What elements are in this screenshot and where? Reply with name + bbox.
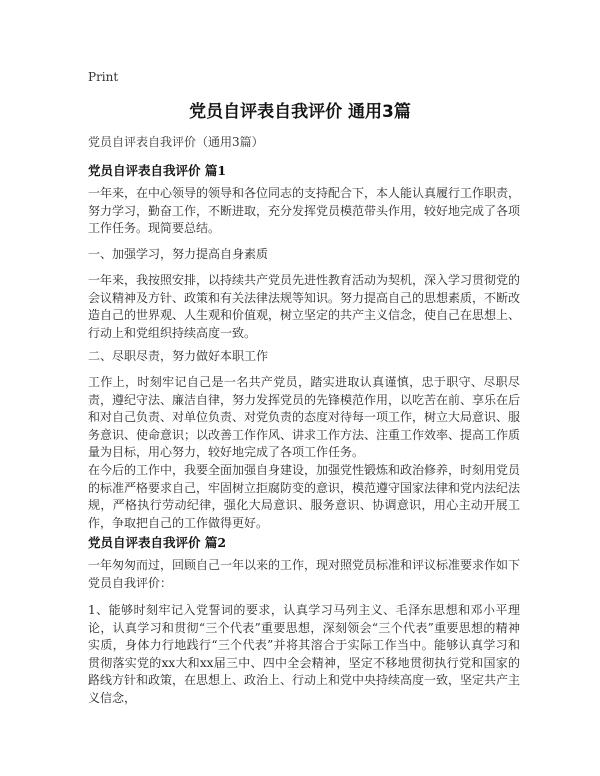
article1-section1-title: 一、加强学习，努力提高自身素质 <box>88 247 269 261</box>
article1-closing: 在今后的工作中，我要全面加强自身建设，加强党性锻炼和政治修养，时刻用党员的标准严格要求自己，牢固树立拒腐防变的意识，模范遵守国家法律和党内法纪法规，严格执行劳动纪律，强化大局意识、服务意识、协调意识，用心主动开展工作，争取把自己的工作做得更好。 <box>88 463 521 530</box>
document-title: 党员自评表自我评价 通用3篇 <box>189 102 411 122</box>
article2-intro: 一年匆匆而过，回顾自己一年以来的工作，现对照党员标准和评议标准要求作如下党员自我评价： <box>88 558 521 590</box>
article1-section1-text: 一年来，我按照安排，以持续共产党员先进性教育活动为契机，深入学习贯彻党的会议精神及方针、政策和有关法律法规等知识。努力提高自己的思想素质，不断改造自己的世界观、人生观和价值观，树立坚定的共产主义信念，使自己在思想上、行动上和党组织持续高度一致。 <box>88 273 521 340</box>
article2-item1: 1、能够时刻牢记入党誓词的要求，认真学习马列主义、毛泽东思想和邓小平理论，认真学习和贯彻“三个代表”重要思想，深刻领会“三个代表”重要思想的精神实质，身体力行地践行“三个代表”并将其溶合于实际工作当中。能够认真学习和贯彻落实党的xx大和xx届三中、四中全会精神，坚定不移地贯彻执行党和国家的路线方针和政策，在思想上、政治上、行动上和党中央持续高度一致，坚定共产主义信念， <box>88 603 521 705</box>
article1-heading: 党员自评表自我评价 篇1 <box>88 163 227 178</box>
article1-section2-text: 工作上，时刻牢记自己是一名共产党员，踏实进取认真谨慎，忠于职守、尽职尽责，遵纪守法、廉洁自律，努力发挥党员的先锋模范作用，以吃苦在前、享乐在后和对自己负责、对单位负责、对党负责的态度对待每一项工作，树立大局意识、服务意识、使命意识；以改善工作作风、讲求工作方法、注重工作效率、提高工作质量为目标，用心努力，较好地完成了各项工作任务。 <box>88 375 521 459</box>
article2-heading: 党员自评表自我评价 篇2 <box>88 535 227 550</box>
article1-intro: 一年来，在中心领导的领导和各位同志的支持配合下，本人能认真履行工作职责，努力学习，勤奋工作，不断进取，充分发挥党员模范带头作用，较好地完成了各项工作任务。现简要总结。 <box>88 186 521 235</box>
print-label[interactable]: Print <box>88 70 119 84</box>
document-subtitle: 党员自评表自我评价（通用3篇） <box>88 135 264 149</box>
article1-section2-title: 二、尽职尽责，努力做好本职工作 <box>88 349 269 363</box>
